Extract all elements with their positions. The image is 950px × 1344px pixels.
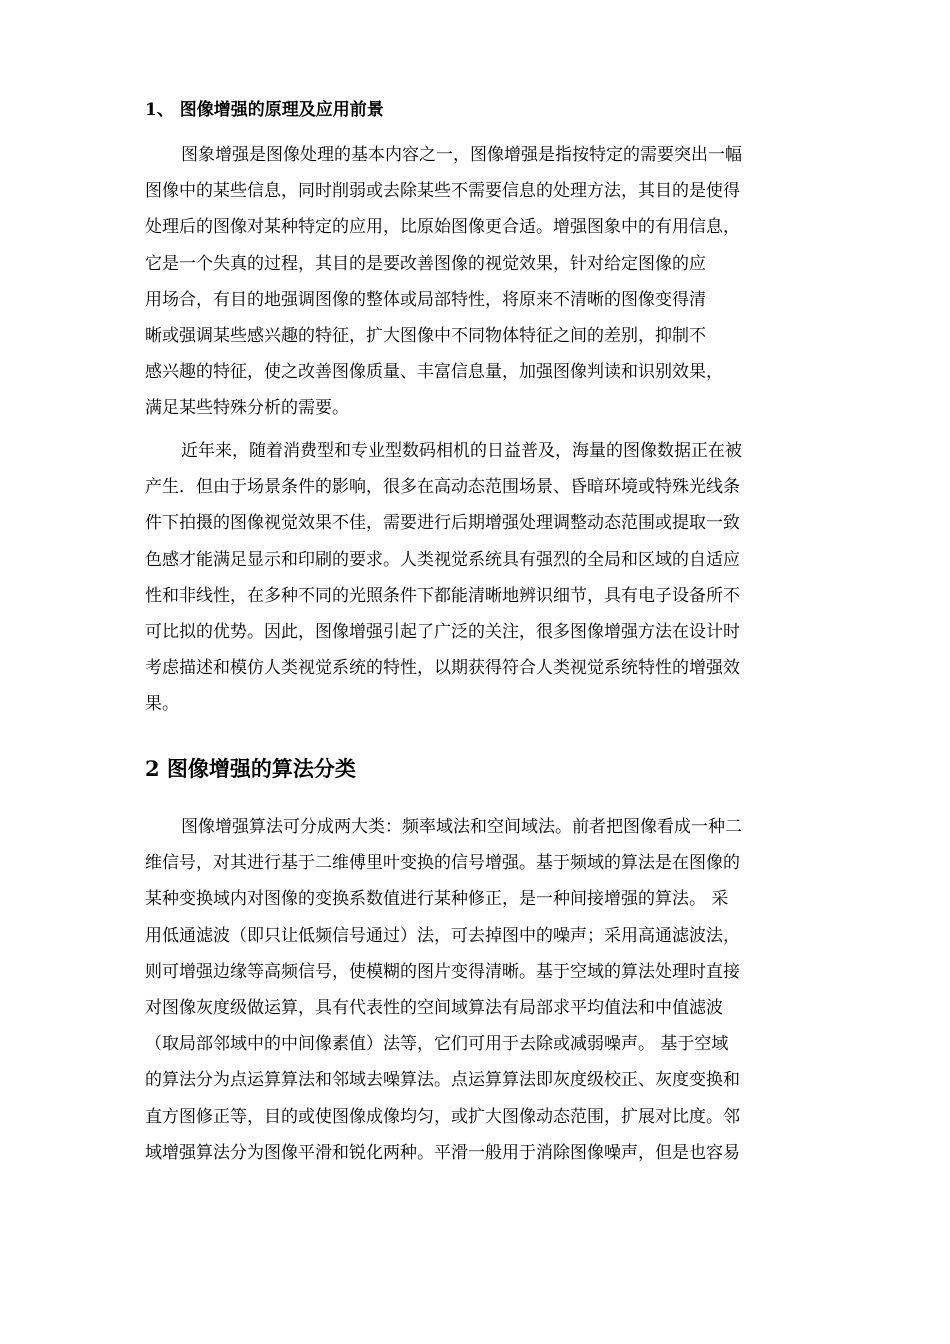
text-line: 件下拍摄的图像视觉效果不佳，需要进行后期增强处理调整动态范围或提取一致 xyxy=(145,513,740,534)
text-line: 则可增强边缘等高频信号，使模糊的图片变得清晰。基于空域的算法处理时直接 xyxy=(145,961,740,982)
text-line: 可比拟的优势。因此，图像增强引起了广泛的关注，很多图像增强方法在设计时 xyxy=(145,621,740,642)
text-line: 某种变换域内对图像的变换系数值进行某种修正，是一种间接增强的算法。 采 xyxy=(145,889,729,910)
text-line: 感兴趣的特征，使之改善图像质量、丰富信息量，加强图像判读和识别效果， xyxy=(145,362,723,383)
section-1-paragraph-1 xyxy=(145,137,810,427)
text-line: 图象增强是图像处理的基本内容之一，图像增强是指按特定的需要突出一幅 xyxy=(181,145,742,165)
text-line: 近年来，随着消费型和专业型数码相机的日益普及，海量的图像数据正在被 xyxy=(181,441,742,461)
text-line: 域增强算法分为图像平滑和锐化两种。平滑一般用于消除图像噪声，但是也容易 xyxy=(145,1142,740,1163)
text-line: 图像增强算法可分成两大类：频率域法和空间域法。前者把图像看成一种二 xyxy=(181,817,742,837)
text-line: （取局部邻域中的中间像素值）法等，它们可用于去除或减弱噪声。 基于空域 xyxy=(145,1034,729,1055)
text-line: 色感才能满足显示和印刷的要求。人类视觉系统具有强烈的全局和区域的自适应 xyxy=(145,549,740,570)
text-line: 的算法分为点运算算法和邻域去噪算法。点运算算法即灰度级校正、灰度变换和 xyxy=(145,1070,740,1091)
section-1-heading: 1、 图像增强的原理及应用前景 xyxy=(145,100,384,120)
text-line: 对图像灰度级做运算，具有代表性的空间域算法有局部求平均值法和中值滤波 xyxy=(145,997,723,1018)
text-line: 处理后的图像对某种特定的应用，比原始图像更合适。增强图象中的有用信息， xyxy=(145,217,740,238)
text-line: 性和非线性，在多种不同的光照条件下都能清晰地辨识细节，具有电子设备所不 xyxy=(145,585,740,606)
text-line: 晰或强调某些感兴趣的特征，扩大图像中不同物体特征之间的差别，抑制不 xyxy=(145,325,706,346)
text-line: 维信号，对其进行基于二维傅里叶变换的信号增强。基于频域的算法是在图像的 xyxy=(145,853,740,874)
text-line: 它是一个失真的过程，其目的是要改善图像的视觉效果，针对给定图像的应 xyxy=(145,253,706,274)
section-1-paragraph-2 xyxy=(145,433,810,723)
section-2-heading: 2 图像增强的算法分类 xyxy=(145,756,356,781)
text-line: 直方图修正等，目的或使图像成像均匀，或扩大图像动态范围，扩展对比度。邻 xyxy=(145,1106,740,1127)
text-line: 考虑描述和模仿人类视觉系统的特性，以期获得符合人类视觉系统特性的增强效 xyxy=(145,658,740,679)
text-line: 用场合，有目的地强调图像的整体或局部特性，将原来不清晰的图像变得清 xyxy=(145,289,706,310)
section-2-paragraph-1 xyxy=(145,809,810,1171)
text-line: 图像中的某些信息，同时削弱或去除某些不需要信息的处理方法，其目的是使得 xyxy=(145,181,740,202)
text-line: 产生．但由于场景条件的影响，很多在高动态范围场景、昏暗环境或特殊光线条 xyxy=(145,477,740,498)
text-line: 满足某些特殊分析的需要。 xyxy=(145,398,349,419)
text-line: 果。 xyxy=(145,694,179,715)
text-line: 用低通滤波（即只让低频信号通过）法，可去掉图中的噪声；采用高通滤波法， xyxy=(145,925,740,946)
